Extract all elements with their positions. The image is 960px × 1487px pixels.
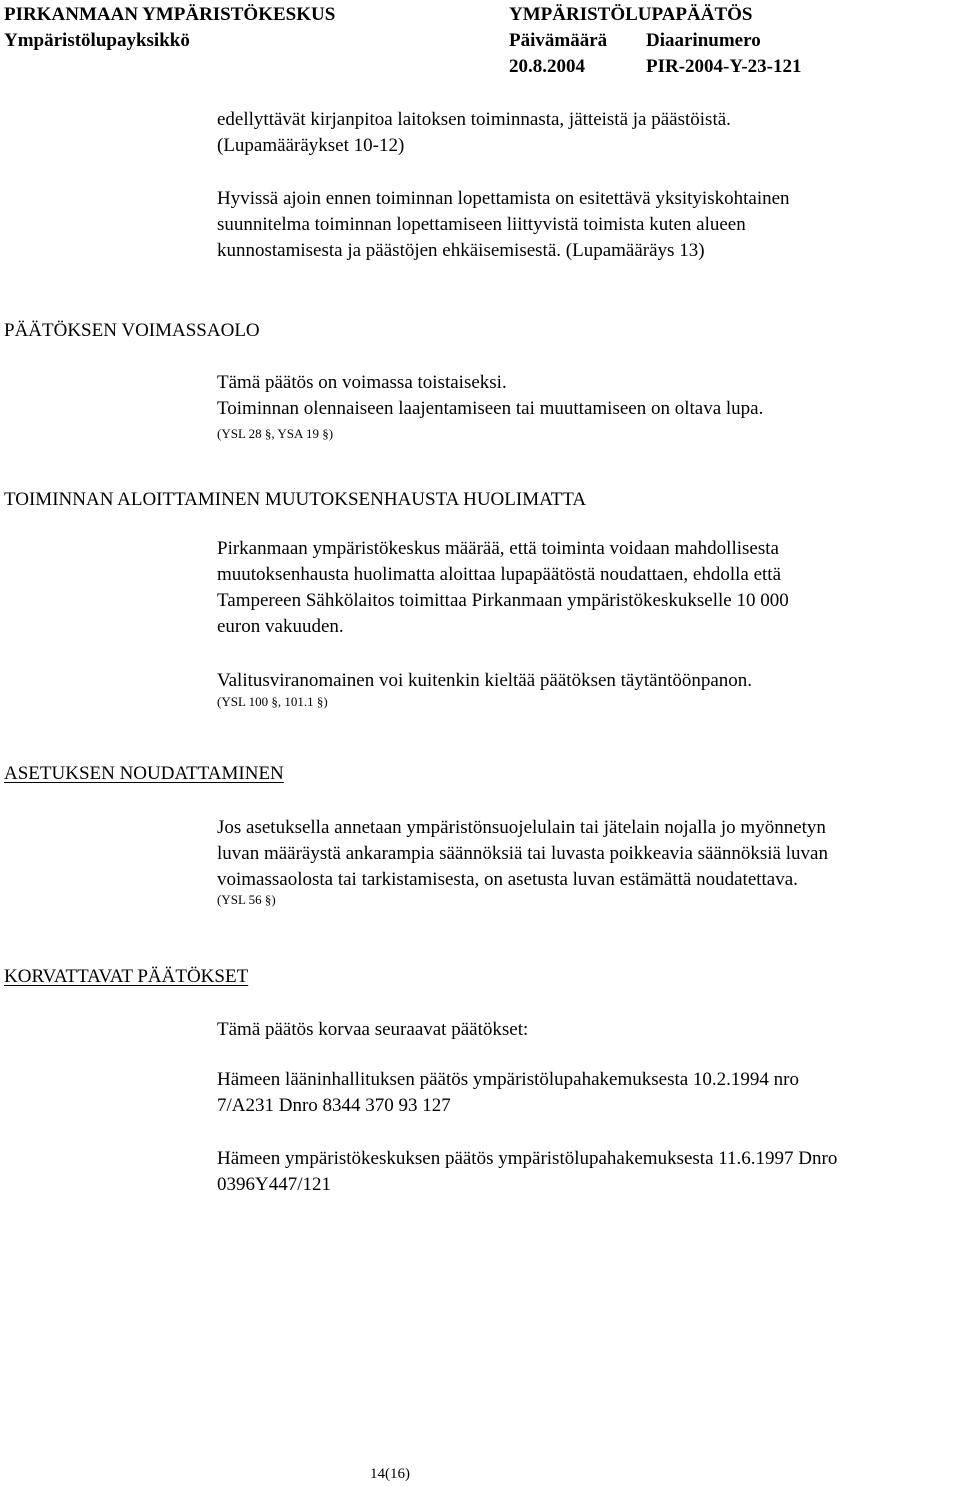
aloittaminen-ref: (YSL 100 §, 101.1 §) [217, 694, 328, 709]
header-doc-type: YMPÄRISTÖLUPAPÄÄTÖS [509, 4, 753, 25]
korvattavat-item: Hämeen lääninhallituksen päätös ympäristölupahakemuksesta 10.2.1994 nro [217, 1069, 799, 1090]
voimassaolo-line: Toiminnan olennaiseen laajentamiseen tai muuttamiseen on oltava lupa. [217, 398, 764, 419]
voimassaolo-ref: (YSL 28 §, YSA 19 §) [217, 426, 334, 441]
aloittaminen-line: Pirkanmaan ympäristökeskus määrää, että toiminta voidaan mahdollisesta [217, 538, 779, 559]
aloittaminen-line: Valitusviranomainen voi kuitenkin kieltää päätöksen täytäntöönpanon. [217, 670, 753, 691]
header-org: PIRKANMAAN YMPÄRISTÖKESKUS [4, 4, 336, 25]
korvattavat-item: 7/A231 Dnro 8344 370 93 127 [217, 1095, 451, 1116]
section-heading-voimassaolo: PÄÄTÖKSEN VOIMASSAOLO [4, 320, 260, 341]
intro-line: kunnostamisesta ja päästöjen ehkäisemisestä. (Lupamääräys 13) [217, 240, 705, 261]
korvattavat-item: Hämeen ympäristökeskuksen päätös ympäristölupahakemuksesta 11.6.1997 Dnro [217, 1148, 838, 1169]
header-unit: Ympäristölupayksikkö [4, 30, 190, 51]
asetus-ref: (YSL 56 §) [217, 892, 276, 907]
aloittaminen-line: Tampereen Sähkölaitos toimittaa Pirkanmaan ympäristökeskukselle 10 000 [217, 590, 789, 611]
asetus-line: Jos asetuksella annetaan ympäristönsuojelulain tai jätelain nojalla jo myönnetyn [217, 817, 826, 838]
voimassaolo-line: Tämä päätös on voimassa toistaiseksi. [217, 372, 507, 393]
korvattavat-item: 0396Y447/121 [217, 1174, 331, 1195]
korvattavat-line: Tämä päätös korvaa seuraavat päätökset: [217, 1019, 529, 1040]
asetus-line: voimassaolosta tai tarkistamisesta, on asetusta luvan estämättä noudatettava. [217, 869, 798, 890]
intro-line: Hyvissä ajoin ennen toiminnan lopettamista on esitettävä yksityiskohtainen [217, 188, 790, 209]
aloittaminen-line: muutoksenhausta huolimatta aloittaa lupapäätöstä noudattaen, ehdolla että [217, 564, 782, 585]
section-heading-korvattavat: KORVATTAVAT PÄÄTÖKSET [4, 966, 249, 987]
intro-line: suunnitelma toiminnan lopettamiseen liittyvistä toimista kuten alueen [217, 214, 746, 235]
header-number-label: Diaarinumero [646, 30, 761, 51]
intro-line: edellyttävät kirjanpitoa laitoksen toiminnasta, jätteistä ja päästöistä. [217, 109, 731, 130]
header-date-label: Päivämäärä [509, 30, 608, 51]
asetus-line: luvan määräystä ankarampia säännöksiä tai luvasta poikkeavia säännöksiä luvan [217, 843, 828, 864]
intro-line: (Lupamääräykset 10-12) [217, 135, 405, 156]
header-number: PIR-2004-Y-23-121 [646, 56, 802, 77]
section-heading-asetus: ASETUKSEN NOUDATTAMINEN [4, 763, 284, 784]
aloittaminen-line: euron vakuuden. [217, 616, 344, 637]
page-number: 14(16) [370, 1466, 410, 1482]
section-heading-aloittaminen: TOIMINNAN ALOITTAMINEN MUUTOKSENHAUSTA HUOLIMATTA [4, 489, 587, 510]
header-date: 20.8.2004 [509, 56, 585, 77]
